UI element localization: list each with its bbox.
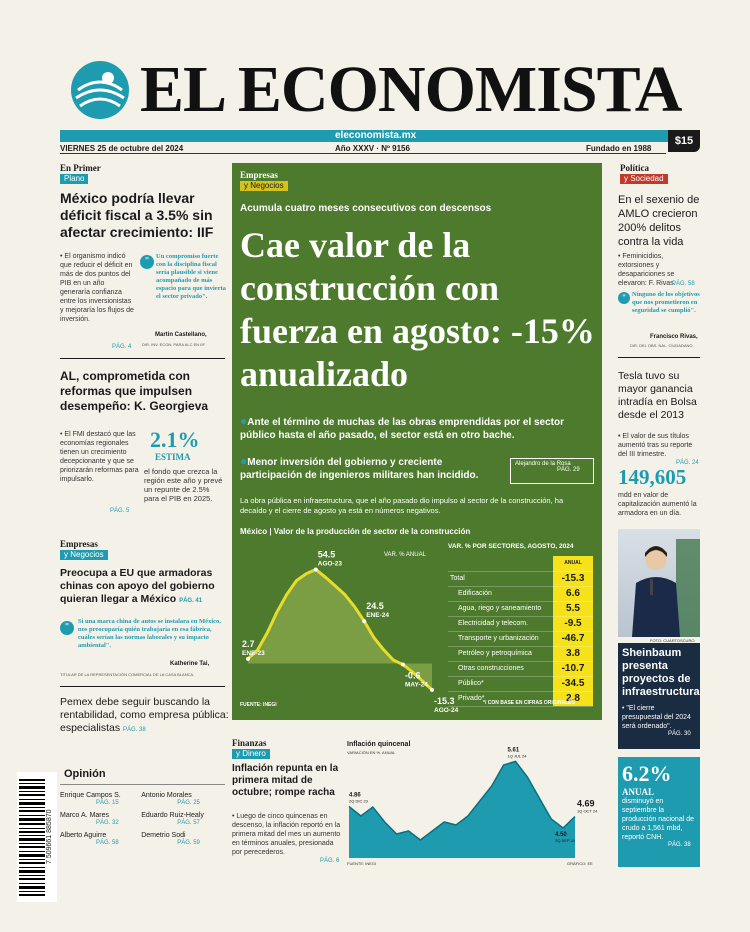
stat-2-1: 2.1% <box>150 427 200 452</box>
quote-rivas: Ninguno de los objetivos que nos prometieron en seguridad se cumplió". <box>632 291 700 314</box>
sector-value: 6.6 <box>553 586 593 601</box>
chart-point <box>246 657 250 661</box>
quote-role-tai: TITULAR DE LA REPRESENTACIÓN COMERCIAL DE LA CASA BLANCA. <box>60 672 195 677</box>
chart-value-label: -15.3 <box>434 695 455 706</box>
stat-text-tesla: mdd en valor de capitalización aumentó la armadora en un día. <box>618 492 697 517</box>
stat-text-crudo: disminuyó en septiembre la producción nacional de crudo a 1,561 mbd, reportó CNH. <box>622 798 694 841</box>
headline-inflacion[interactable]: Inflación repunta en la primera mitad de octubre; rompe racha <box>232 763 339 798</box>
stat-text-fmi: el fondo que crezca la región este año y prevé un repunte de 2.5% para el PIB en 2025. <box>144 467 223 503</box>
table-row <box>448 631 593 646</box>
page-ref-24[interactable]: PÁG. 24 <box>676 460 699 466</box>
inflation-date-label: 2Q DIC 23 <box>349 798 368 804</box>
price-badge <box>668 130 700 152</box>
opinion-author[interactable]: Eduardo Ruiz-Healy PÁG. 57 <box>141 812 204 826</box>
sector-label: Total <box>448 571 553 586</box>
issue-date: VIERNES 25 de octubre del 2024 <box>60 144 184 153</box>
barcode <box>17 772 57 902</box>
sheinbaum-box <box>618 643 700 749</box>
inflation-date-label: 1Q JUL 24 <box>507 753 527 759</box>
quote-author-rivas: Francisco Rivas, <box>650 334 698 340</box>
section-tag-empresas-main[interactable]: Empresas y Negocios <box>240 170 288 191</box>
chart-date-label: AGO-23 <box>317 560 342 568</box>
price: $15 <box>674 135 694 147</box>
masthead-title[interactable]: EL ECONOMISTA <box>140 53 682 126</box>
chart-value-label: 54.5 <box>317 549 336 560</box>
quote-iif: Un compromiso fuerte con la disciplina fiscal sería plausible si viene acompañado de más espacio para que invierta el sector privado". <box>156 253 226 300</box>
headline-georgieva[interactable]: AL, comprometida con reformas que impulsen desempeño: K. Georgieva <box>60 369 209 413</box>
sector-footnote: */ CON BASE EN CIFRAS ORIGINALES <box>483 700 575 706</box>
lead-bullet-1: ●Ante el término de muchas de las obras emprendidas por el sector público hasta el año pasado, el sector está en otro bache. <box>240 414 565 441</box>
sheinbaum-photo[interactable] <box>618 529 700 637</box>
inflation-date-label: 1Q OCT 24 <box>577 808 598 814</box>
opinion-author[interactable]: Antonio Morales PÁG. 25 <box>141 792 200 806</box>
sector-value: -46.7 <box>553 631 593 646</box>
quote-tai: Si una marca china de autos se instalara en México, nos preocuparía quién trabajaría en esa fábrica, cuáles serían las normas laborales y su impacto ambiental". <box>78 618 221 649</box>
chart-title: México | Valor de la producción de sector de la construcción <box>240 527 471 536</box>
founded-text: Fundado en 1988 <box>586 144 652 153</box>
section-tag-finanzas[interactable]: Finanzas y Dinero <box>232 738 270 759</box>
chart-date-label: ENE-23 <box>242 649 265 657</box>
site-url[interactable]: eleconomista.mx <box>335 130 417 141</box>
table-row <box>448 616 593 631</box>
inflation-title: Inflación quincenal <box>347 741 411 748</box>
opinion-author[interactable]: Marco A. Mares PÁG. 32 <box>60 812 119 826</box>
sector-label: Privado* <box>448 691 553 706</box>
sector-value: 2.8 <box>553 691 593 706</box>
sector-value: -34.5 <box>553 676 593 691</box>
inflation-area <box>349 761 575 858</box>
opinion-author[interactable]: Demetrio Sodi PÁG. 59 <box>141 832 200 846</box>
lead-headline[interactable]: Cae valor de la construcción con fuerza en agosto: -15% anualizado <box>240 225 595 394</box>
section-tag-politica[interactable]: Política y Sociedad <box>620 163 668 184</box>
sector-label: Edificación <box>448 586 553 601</box>
quote-icon-2: " <box>60 621 74 635</box>
stat-crudo: 6.2% <box>622 761 672 786</box>
quote-role: DIR. INV. ECON. PARA ALC EN IIF. <box>142 342 206 347</box>
bullet-deficit: • El organismo indicó que reducir el déficit en más de dos puntos del PIB en un año generaría confianza entre los inversionistas y mejoraría los flujos de inversión. <box>60 253 134 323</box>
table-row <box>448 601 593 616</box>
inflation-value-label: 5.61 <box>507 747 520 754</box>
bullet-georgieva: • El FMI destacó que las economías regionales tienen un crecimiento decepcionante y que se priorizarán reformas para impulsarlo. <box>60 431 139 483</box>
bullet-tesla: • El valor de sus títulos aumentó tras su reporte del III trimestre. <box>618 433 693 458</box>
inflation-value-label: 4.86 <box>349 792 361 799</box>
page-ref-58[interactable]: PÁG. 58 <box>672 281 695 287</box>
sector-table-box <box>448 543 593 707</box>
edition-number: Año XXXV · Nº 9156 <box>335 144 410 153</box>
page-ref-5[interactable]: PÁG. 5 <box>110 508 130 514</box>
quote-author: Martin Castellano, <box>155 332 207 338</box>
page-ref-38[interactable]: PÁG. 38 <box>123 727 146 733</box>
opinion-author[interactable]: Enrique Campos S. PÁG. 15 <box>60 792 121 806</box>
sector-label: Público* <box>448 676 553 691</box>
bullet-inflacion: • Luego de cinco quincenas en descenso, la inflación reportó en la primera mitad del mes un aumento en términos anuales, presionada por perecederos. <box>232 813 341 856</box>
table-row <box>448 586 593 601</box>
table-row <box>448 676 593 691</box>
inflation-source: FUENTE: INEGI <box>347 861 377 866</box>
lead-body: La obra pública en infraestructura, que el año pasado dio impulso al sector de la construcción, ha decaído y el cierre de agosto ya está en números negativos. <box>240 496 564 515</box>
stat-tesla: 149,605 <box>618 465 687 489</box>
opinion-row <box>60 789 225 809</box>
opinion-row <box>60 829 225 849</box>
chart-source: FUENTE: INEGI <box>240 702 277 708</box>
barcode-number: 7 509661 885870 <box>46 809 53 865</box>
chart-value-label: 24.5 <box>366 601 384 612</box>
page-ref-38b[interactable]: PÁG. 38 <box>668 842 691 848</box>
inflation-value-label: 4.69 <box>577 798 595 809</box>
chart-point <box>362 619 366 623</box>
inflation-graph-label: GRÁFICO: EE <box>567 861 593 866</box>
headline-pemex[interactable]: Pemex debe seguir buscando la rentabilidad, como empresa pública: especialistas PÁG. 38 <box>60 696 229 734</box>
inflation-ylabel: VARIACIÓN EN %, ANUAL <box>347 750 396 755</box>
inflation-date-label: 2Q SEP 24 <box>555 838 576 843</box>
bullet-sheinbaum: • "El cierre presupuestal del 2024 será ordenado". <box>622 705 691 730</box>
headline-deficit[interactable]: México podría llevar déficit fiscal a 3.5% sin afectar crecimiento: IIF <box>60 190 214 240</box>
chart-point <box>314 567 318 571</box>
lead-bullet-2: ●Menor inversión del gobierno y creciente participación de ingenieros militares han incidido. <box>240 454 479 481</box>
table-row <box>448 646 593 661</box>
lead-byline[interactable]: Alejandro de la Rosa <box>515 461 571 467</box>
sector-value: -10.7 <box>553 661 593 676</box>
sector-value: 5.5 <box>553 601 593 616</box>
page-ref-6[interactable]: PÁG. 6 <box>320 858 340 864</box>
lead-byline-box <box>510 458 594 484</box>
headline-tesla[interactable]: Tesla tuvo su mayor ganancia intradía en Bolsa desde el 2013 <box>618 370 697 421</box>
chart-value-label: 2.7 <box>242 638 255 649</box>
quote-icon-3: " <box>618 292 630 304</box>
crudo-box <box>618 757 700 867</box>
page-ref-29[interactable]: PÁG. 29 <box>557 467 580 473</box>
opinion-title[interactable]: Opinión <box>60 766 225 785</box>
sector-value: 3.8 <box>553 646 593 661</box>
chart-date-label: AGO-24 <box>434 706 459 714</box>
table-row <box>448 661 593 676</box>
quote-author-tai: Katherine Tai, <box>170 661 210 667</box>
opinion-row <box>60 809 225 829</box>
sector-table <box>448 556 593 707</box>
section-tag-empresas-left[interactable]: Empresas y Negocios <box>60 539 108 560</box>
quote-icon: " <box>140 255 154 269</box>
headline-sheinbaum[interactable]: Sheinbaum presenta proyectos de infraestructura <box>622 647 700 698</box>
sector-label: Agua, riego y saneamiento <box>448 601 553 616</box>
sector-label: Transporte y urbanización <box>448 631 553 646</box>
opinion-box <box>60 766 225 871</box>
chart-value-label: -0.6 <box>404 670 421 681</box>
sector-value: -9.5 <box>553 616 593 631</box>
photo-credit: FOTO: CUARTOSCURO <box>650 638 695 643</box>
table-row <box>448 571 593 586</box>
chart-date-label: ENE-24 <box>366 612 389 620</box>
quote-role-rivas: DIR. DEL OBS. NAL. CIUDADANO. <box>630 343 694 348</box>
sector-label: Petróleo y petroquímica <box>448 646 553 661</box>
sector-label: Electricidad y telecom. <box>448 616 553 631</box>
page-ref-30[interactable]: PÁG. 30 <box>668 731 691 737</box>
inflation-area-chart <box>345 736 602 871</box>
logo-icon[interactable] <box>70 60 130 120</box>
inflation-value-label: 4.50 <box>555 832 567 838</box>
sector-table-title: VAR. % POR SECTORES, AGOSTO, 2024 <box>448 543 574 550</box>
lead-kicker: Acumula cuatro meses consecutivos con descensos <box>240 203 492 214</box>
section-tag-en-primer[interactable]: En Primer Plano <box>60 163 101 183</box>
chart-point <box>430 688 434 692</box>
page-ref-4[interactable]: PÁG. 4 <box>112 344 132 350</box>
headline-amlo[interactable]: En el sexenio de AMLO crecieron 200% delitos contra la vida <box>618 194 700 248</box>
sector-value: -15.3 <box>553 571 593 586</box>
chart-unit-label: VAR. % ANUAL <box>384 552 426 558</box>
column-header: ANUAL <box>553 556 593 571</box>
page-ref-41[interactable]: PÁG. 41 <box>179 598 203 604</box>
bullet-amlo: • Feminicidios, extorsiones y desapariciones se elevaron: F. Rivas. <box>618 253 676 287</box>
stat-anual: ANUAL <box>622 787 655 797</box>
headline-armadoras[interactable]: Preocupa a EU que armadoras chinas con apoyo del gobierno quieran llegar a México PÁG. 41 <box>60 567 215 605</box>
stat-estima: ESTIMA <box>155 452 191 462</box>
chart-point <box>401 663 405 667</box>
opinion-author[interactable]: Alberto Aguirre PÁG. 58 <box>60 832 119 846</box>
chart-date-label: MAY-24 <box>404 681 428 689</box>
sector-label: Otras construcciones <box>448 661 553 676</box>
